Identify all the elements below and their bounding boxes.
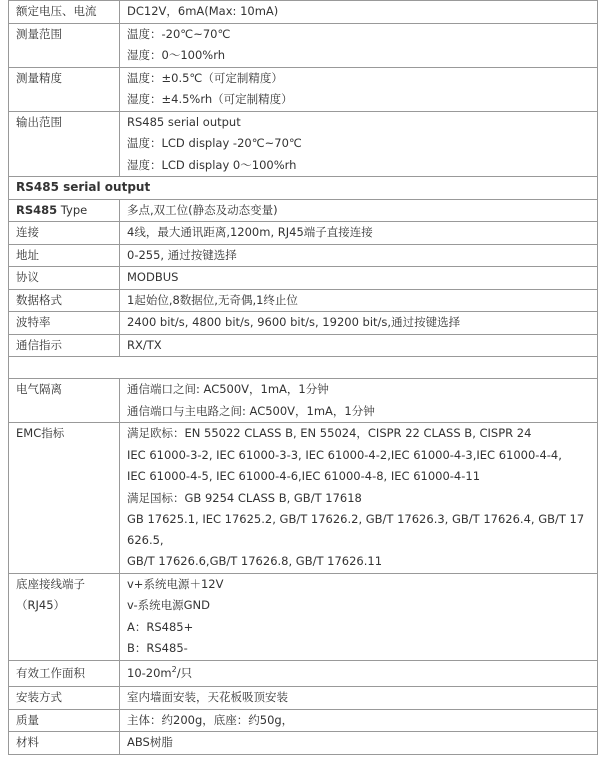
row-value: 0-255, 通过按键选择 xyxy=(120,244,598,267)
row-key: 额定电压、电流 xyxy=(9,1,120,24)
row-key: 测量精度 xyxy=(9,67,120,111)
row-value: 2400 bit/s, 4800 bit/s, 9600 bit/s, 19200 bit/s,通过按键选择 xyxy=(120,312,598,335)
row-value: RX/TX xyxy=(120,334,598,357)
row-value: 温度：-20℃~70℃ 湿度：0～100%rh xyxy=(120,23,598,67)
row-key: RS485 Type xyxy=(9,199,120,222)
row-value: v+系统电源＋12V v-系统电源GND A：RS485+ B：RS485- xyxy=(120,573,598,660)
table-row xyxy=(9,687,598,710)
row-value: 4线，最大通讯距离,1200m, RJ45端子直接连接 xyxy=(120,222,598,245)
row-value: 1起始位,8数据位,无奇偶,1终止位 xyxy=(120,289,598,312)
section-title: RS485 serial output xyxy=(9,177,598,200)
row-value: ABS树脂 xyxy=(120,732,598,755)
row-value: 满足欧标：EN 55022 CLASS B, EN 55024，CISPR 22 CLASS B, CISPR 24 IEC 61000-3-2, IEC 61000-3-3, IEC 61000-4-2,IEC 61000-4-3,IEC 61000-4-4, IEC 61000-4-5, IEC 61000-4-6,IEC 61000-4-8, IEC 61000-4-11 满足国标：GB 9254 CLASS B, GB/T 17618 GB 17625.1, IEC 17625.2, GB/T 17626.2, GB/T 17626.3, GB/T 17626.4, GB/T 17626.5, GB/T 17626.6,GB/T 17626.8, GB/T 17626.11 xyxy=(120,423,598,574)
table-row xyxy=(9,312,598,335)
section-header-row xyxy=(9,177,598,200)
row-key: 输出范围 xyxy=(9,111,120,177)
table-row xyxy=(9,267,598,290)
row-value: MODBUS xyxy=(120,267,598,290)
table-row xyxy=(9,709,598,732)
row-value: 主体：约200g，底座：约50g， xyxy=(120,709,598,732)
row-key: 质量 xyxy=(9,709,120,732)
row-key: 测量范围 xyxy=(9,23,120,67)
table-row xyxy=(9,1,598,24)
row-key: 连接 xyxy=(9,222,120,245)
row-key: 底座接线端子 （RJ45） xyxy=(9,573,120,660)
table-row xyxy=(9,199,598,222)
row-key: 数据格式 xyxy=(9,289,120,312)
row-key: 地址 xyxy=(9,244,120,267)
row-value: RS485 serial output 温度：LCD display -20℃~70℃ 湿度：LCD display 0～100%rh xyxy=(120,111,598,177)
table-row xyxy=(9,222,598,245)
row-value: 通信端口之间: AC500V，1mA，1分钟 通信端口与主电路之间: AC500V，1mA，1分钟 xyxy=(120,379,598,423)
table-row xyxy=(9,732,598,755)
row-key: 通信指示 xyxy=(9,334,120,357)
row-value: 温度：±0.5℃（可定制精度） 湿度：±4.5%rh（可定制精度） xyxy=(120,67,598,111)
blank-cell xyxy=(9,357,598,379)
table-row xyxy=(9,289,598,312)
row-key: 电气隔离 xyxy=(9,379,120,423)
table-row xyxy=(9,23,598,67)
row-key: 有效工作面积 xyxy=(9,660,120,687)
table-row xyxy=(9,244,598,267)
table-row xyxy=(9,423,598,574)
row-value: DC12V，6mA(Max: 10mA) xyxy=(120,1,598,24)
blank-row xyxy=(9,357,598,379)
table-row xyxy=(9,573,598,660)
row-key: 协议 xyxy=(9,267,120,290)
row-value: 多点,双工位(静态及动态变量) xyxy=(120,199,598,222)
table-row xyxy=(9,379,598,423)
table-row xyxy=(9,67,598,111)
table-row xyxy=(9,111,598,177)
row-value: 室内墙面安装，天花板吸顶安装 xyxy=(120,687,598,710)
row-key: 安装方式 xyxy=(9,687,120,710)
row-value: $10-20m^2/$只 xyxy=(120,660,598,687)
row-key: 材料 xyxy=(9,732,120,755)
row-key: 波特率 xyxy=(9,312,120,335)
table-row xyxy=(9,334,598,357)
spec-table xyxy=(8,0,598,755)
row-key: EMC指标 xyxy=(9,423,120,574)
table-row xyxy=(9,660,598,687)
